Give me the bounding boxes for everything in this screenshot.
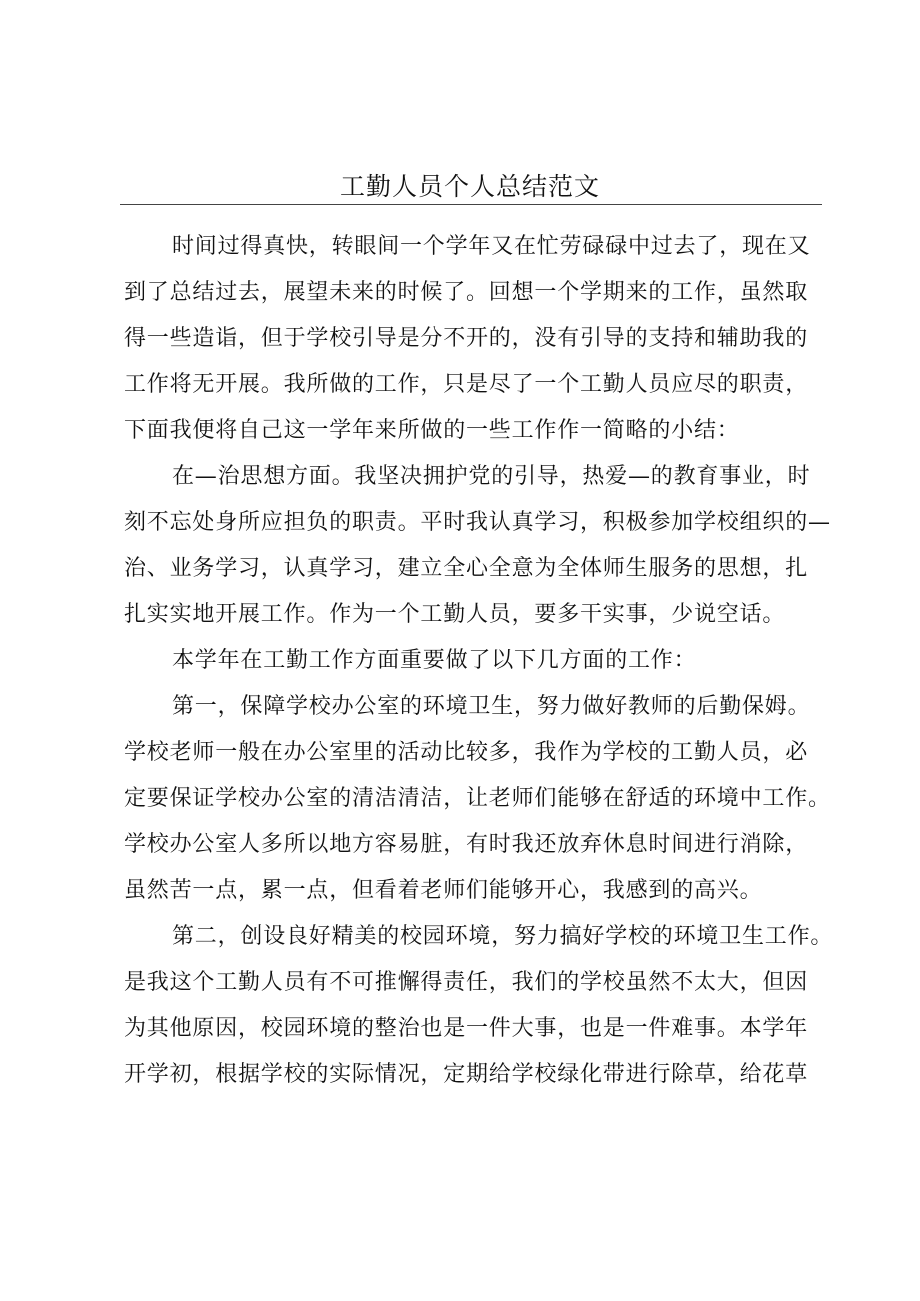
text-line: 刻不忘处身所应担负的职责。平时我认真学习，积极参加学校组织的— xyxy=(124,510,831,535)
text-line: 定要保证学校办公室的清洁清洁，让老师们能够在舒适的环境中工作。 xyxy=(124,786,831,811)
text-line: 为其他原因，校园环境的整治也是一件大事，也是一件难事。本学年 xyxy=(124,1016,809,1041)
document-title: 工勤人员个人总结范文 xyxy=(339,172,600,201)
text-line: 第一，保障学校办公室的环境卫生，努力做好教师的后勤保姆。 xyxy=(172,694,811,719)
text-line: 开学初，根据学校的实际情况，定期给学校绿化带进行除草，给花草 xyxy=(124,1062,809,1087)
text-line: 是我这个工勤人员有不可推懈得责任，我们的学校虽然不太大，但因 xyxy=(124,970,809,995)
text-line: 下面我便将自己这一学年来所做的一些工作作一简略的小结： xyxy=(124,418,740,443)
text-line: 学校办公室人多所以地方容易脏，有时我还放弃休息时间进行消除， xyxy=(124,832,809,857)
text-line: 本学年在工勤工作方面重要做了以下几方面的工作： xyxy=(172,648,697,673)
document-body xyxy=(124,224,834,1098)
text-line: 到了总结过去，展望未来的时候了。回想一个学期来的工作，虽然取 xyxy=(124,280,809,305)
text-line: 得一些造诣，但于学校引导是分不开的，没有引导的支持和辅助我的 xyxy=(124,326,809,351)
text-line: 学校老师一般在办公室里的活动比较多，我作为学校的工勤人员，必 xyxy=(124,740,809,765)
text-line: 扎实实地开展工作。作为一个工勤人员，要多干实事，少说空话。 xyxy=(124,602,786,627)
title-underline xyxy=(120,204,822,205)
text-line: 时间过得真快，转眼间一个学年又在忙劳碌碌中过去了，现在又 xyxy=(172,234,811,259)
text-line: 治、业务学习，认真学习，建立全心全意为全体师生服务的思想，扎 xyxy=(124,556,809,581)
text-line: 虽然苦一点，累一点，但看着老师们能够开心，我感到的高兴。 xyxy=(124,878,763,903)
text-line: 第二，创设良好精美的校园环境，努力搞好学校的环境卫生工作。 xyxy=(172,924,834,949)
text-line: 工作将无开展。我所做的工作，只是尽了一个工勤人员应尽的职责， xyxy=(124,372,809,397)
text-line: 在—治思想方面。我坚决拥护党的引导，热爱—的教育事业，时 xyxy=(172,464,811,489)
